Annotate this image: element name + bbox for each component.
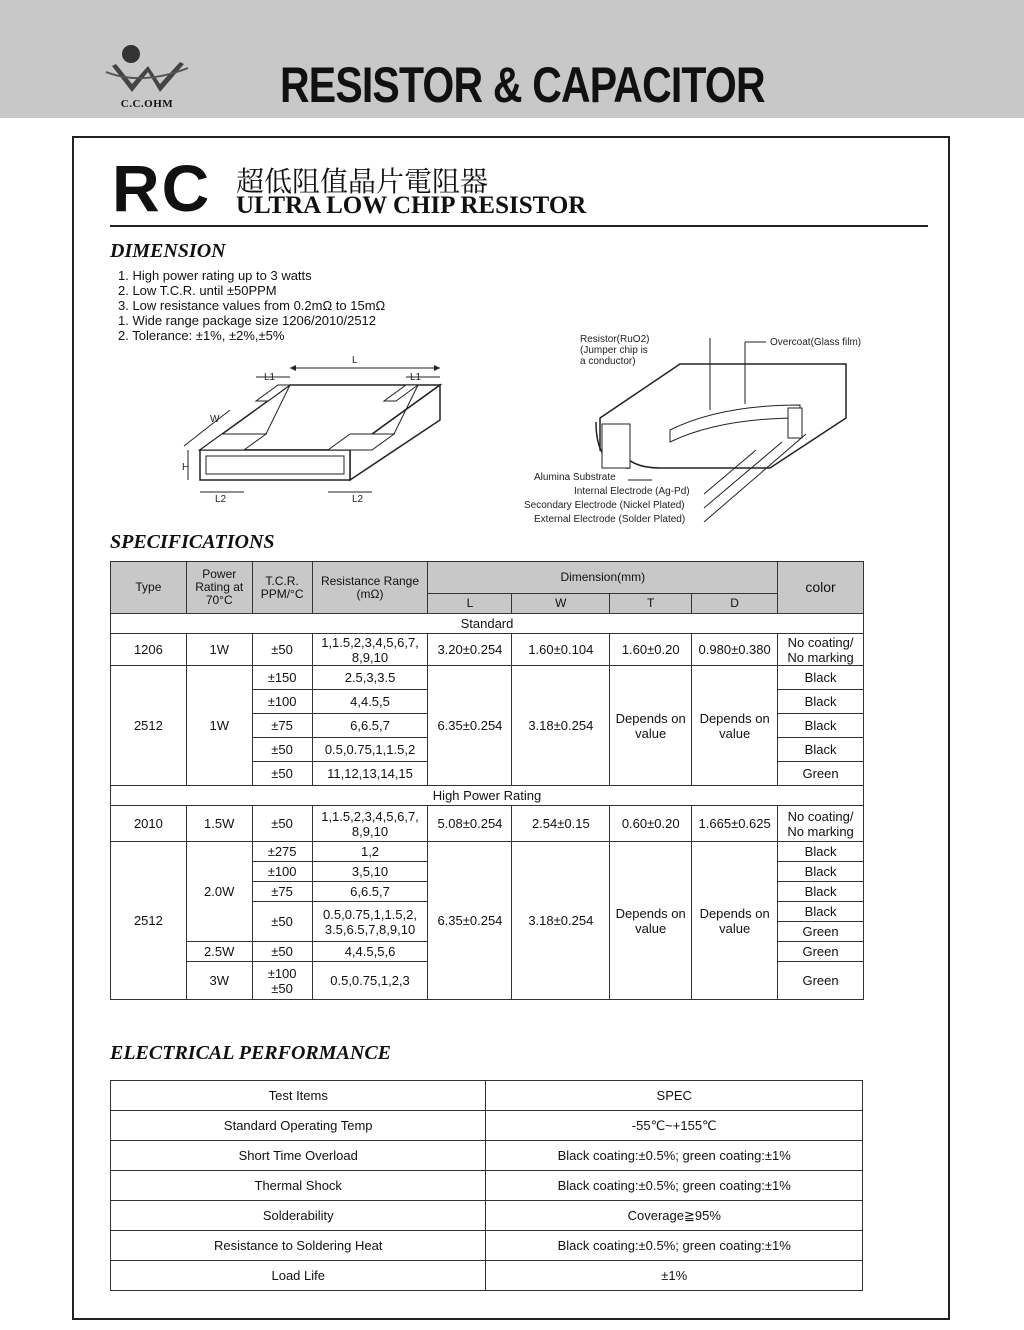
cell-spec: Black coating:±0.5%; green coating:±1%: [486, 1141, 863, 1171]
feature-item: 1. High power rating up to 3 watts: [118, 268, 312, 283]
dim-label-L2-left: L2: [215, 494, 227, 505]
cell-item: Standard Operating Temp: [111, 1111, 486, 1141]
cell-resistance: 0.5,0.75,1,1.5,2, 3.5,6.5,7,8,9,10: [312, 902, 428, 942]
table-row: [111, 634, 864, 666]
cell-resistance: 6,6.5,7: [312, 714, 428, 738]
cell-power: 1W: [186, 666, 252, 786]
cell-tcr: ±50: [271, 980, 293, 996]
specifications-heading: SPECIFICATIONS: [110, 531, 275, 553]
table-row: [111, 1171, 863, 1201]
table-row: [111, 842, 864, 862]
cell-color: Black: [778, 862, 864, 882]
feature-item: 2. Tolerance: ±1%, ±2%,±5%: [118, 328, 285, 343]
cell-L: 5.08±0.254: [428, 806, 512, 842]
cell-color: Black: [778, 666, 864, 690]
header-power: Power Rating at 70°C: [186, 562, 252, 614]
table-row: [111, 1201, 863, 1231]
cell-type: 2512: [111, 842, 187, 1000]
cell-color: Green: [778, 762, 864, 786]
cell-power: 2.5W: [186, 942, 252, 962]
cell-spec: Black coating:±0.5%; green coating:±1%: [486, 1231, 863, 1261]
cell-tcr: ±100: [252, 862, 312, 882]
feature-list: [118, 268, 385, 343]
label-internal-electrode: Internal Electrode (Ag-Pd): [574, 486, 690, 497]
brand-name: C.C.OHM: [120, 98, 174, 110]
cell-color: Green: [778, 922, 864, 942]
cell-resistance: 2.5,3,3.5: [312, 666, 428, 690]
cell-item: Thermal Shock: [111, 1171, 486, 1201]
chip-structure-diagram: [520, 330, 890, 530]
cell-tcr: ±50: [252, 738, 312, 762]
cell-color: Black: [778, 714, 864, 738]
feature-item: 1. Wide range package size 1206/2010/2512: [118, 313, 377, 328]
dim-label-L: L: [352, 355, 358, 366]
cell-spec: Coverage≧95%: [486, 1201, 863, 1231]
cell-item: Resistance to Soldering Heat: [111, 1231, 486, 1261]
cell-type: 2010: [111, 806, 187, 842]
header-W: W: [512, 594, 610, 614]
cell-tcr: ±75: [252, 714, 312, 738]
cell-spec: -55℃~+155℃: [486, 1111, 863, 1141]
table-row: [111, 806, 864, 842]
banner-title: RESISTOR & CAPACITOR: [280, 57, 765, 113]
company-logo: [102, 42, 192, 114]
cell-type: 1206: [111, 634, 187, 666]
cell-D: 0.980±0.380: [692, 634, 778, 666]
cell-power: 1W: [186, 634, 252, 666]
cell-resistance: 1,1.5,2,3,4,5,6,7, 8,9,10: [312, 634, 428, 666]
cell-resistance: 0.5,0.75,1,2,3: [312, 962, 428, 1000]
cell-D: Depends on value: [692, 666, 778, 786]
cell-color: Black: [778, 690, 864, 714]
title-divider: [110, 225, 928, 227]
cell-W: 1.60±0.104: [512, 634, 610, 666]
cell-T: 1.60±0.20: [610, 634, 692, 666]
cell-power: 3W: [186, 962, 252, 1000]
cell-color: Black: [778, 902, 864, 922]
label-resistor: Resistor(RuO2): [580, 334, 650, 345]
dim-label-H: H: [182, 462, 190, 473]
cell-type: 2512: [111, 666, 187, 786]
cell-tcr: ±50: [252, 942, 312, 962]
cell-resistance: 3,5,10: [312, 862, 428, 882]
cell-color: Black: [778, 842, 864, 862]
header-type: Type: [111, 562, 187, 614]
header-D: D: [692, 594, 778, 614]
cell-W: 2.54±0.15: [512, 806, 610, 842]
product-code: RC: [112, 151, 212, 225]
cell-spec: ±1%: [486, 1261, 863, 1291]
cell-L: 6.35±0.254: [428, 666, 512, 786]
header-resistance: Resistance Range (mΩ): [312, 562, 428, 614]
cell-color: Black: [778, 882, 864, 902]
dimension-heading: DIMENSION: [110, 240, 226, 262]
cell-item: Load Life: [111, 1261, 486, 1291]
table-row: [111, 1141, 863, 1171]
label-jumper-1: (Jumper chip is: [580, 345, 648, 356]
feature-item: 3. Low resistance values from 0.2mΩ to 15mΩ: [118, 298, 386, 313]
cell-spec: Black coating:±0.5%; green coating:±1%: [486, 1171, 863, 1201]
cell-T: 0.60±0.20: [610, 806, 692, 842]
cell-L: 6.35±0.254: [428, 842, 512, 1000]
cell-resistance: 0.5,0.75,1,1.5,2: [312, 738, 428, 762]
cell-D: Depends on value: [692, 842, 778, 1000]
cell-tcr: ±100: [252, 690, 312, 714]
label-external-electrode: External Electrode (Solder Plated): [534, 514, 686, 525]
table-row: [111, 1111, 863, 1141]
cell-resistance: 4,4.5,5,6: [312, 942, 428, 962]
cell-tcr: ±50: [252, 806, 312, 842]
dim-label-L1-right: L1: [410, 372, 422, 383]
product-title-cn: 超低阻值晶片電阻器: [236, 165, 489, 198]
header-test-items: Test Items: [111, 1081, 486, 1111]
logo-mark-icon: [102, 42, 192, 100]
section-standard: Standard: [111, 614, 864, 634]
cell-item: Solderability: [111, 1201, 486, 1231]
cell-color: Green: [778, 942, 864, 962]
cell-resistance: 1,2: [312, 842, 428, 862]
table-header-row: [111, 1081, 863, 1111]
cell-T: Depends on value: [610, 666, 692, 786]
table-row: [111, 1231, 863, 1261]
cell-W: 3.18±0.254: [512, 666, 610, 786]
label-secondary-electrode: Secondary Electrode (Nickel Plated): [524, 500, 685, 511]
cell-tcr-stack: [252, 962, 312, 1000]
cell-color: Green: [778, 962, 864, 1000]
specifications-table: [110, 561, 864, 1000]
electrical-heading: ELECTRICAL PERFORMANCE: [110, 1042, 391, 1064]
cell-color: No coating/ No marking: [778, 634, 864, 666]
header-dimension: Dimension(mm): [428, 562, 778, 594]
chip-dimension-diagram: [170, 350, 460, 510]
cell-tcr: ±275: [252, 842, 312, 862]
cell-color: No coating/ No marking: [778, 806, 864, 842]
feature-item: 2. Low T.C.R. until ±50PPM: [118, 283, 277, 298]
dim-label-L1-left: L1: [264, 372, 276, 383]
cell-resistance: 11,12,13,14,15: [312, 762, 428, 786]
cell-item: Short Time Overload: [111, 1141, 486, 1171]
header-color: color: [778, 562, 864, 614]
cell-resistance: 1,1.5,2,3,4,5,6,7, 8,9,10: [312, 806, 428, 842]
cell-color: Black: [778, 738, 864, 762]
header-L: L: [428, 594, 512, 614]
cell-resistance: 6,6.5,7: [312, 882, 428, 902]
cell-T: Depends on value: [610, 842, 692, 1000]
cell-resistance: 4,4.5,5: [312, 690, 428, 714]
cell-tcr: ±100: [267, 965, 297, 981]
cell-tcr: ±50: [252, 902, 312, 942]
dim-label-L2-right: L2: [352, 494, 364, 505]
header-T: T: [610, 594, 692, 614]
cell-power: 2.0W: [186, 842, 252, 942]
cell-tcr: ±50: [252, 634, 312, 666]
label-alumina: Alumina Substrate: [534, 472, 616, 483]
label-overcoat: Overcoat(Glass film): [770, 337, 862, 348]
product-title-en: ULTRA LOW CHIP RESISTOR: [236, 192, 587, 219]
table-row: [111, 1261, 863, 1291]
cell-tcr: ±150: [252, 666, 312, 690]
cell-tcr: ±50: [252, 762, 312, 786]
header-spec: SPEC: [486, 1081, 863, 1111]
cell-W: 3.18±0.254: [512, 842, 610, 1000]
cell-power: 1.5W: [186, 806, 252, 842]
header-tcr: T.C.R. PPM/°C: [252, 562, 312, 614]
dim-label-W: W: [210, 414, 220, 425]
electrical-table: [110, 1080, 863, 1291]
cell-tcr: ±75: [252, 882, 312, 902]
cell-L: 3.20±0.254: [428, 634, 512, 666]
section-high-power: High Power Rating: [111, 786, 864, 806]
table-row: [111, 666, 864, 690]
cell-D: 1.665±0.625: [692, 806, 778, 842]
label-jumper-2: a conductor): [580, 356, 636, 367]
